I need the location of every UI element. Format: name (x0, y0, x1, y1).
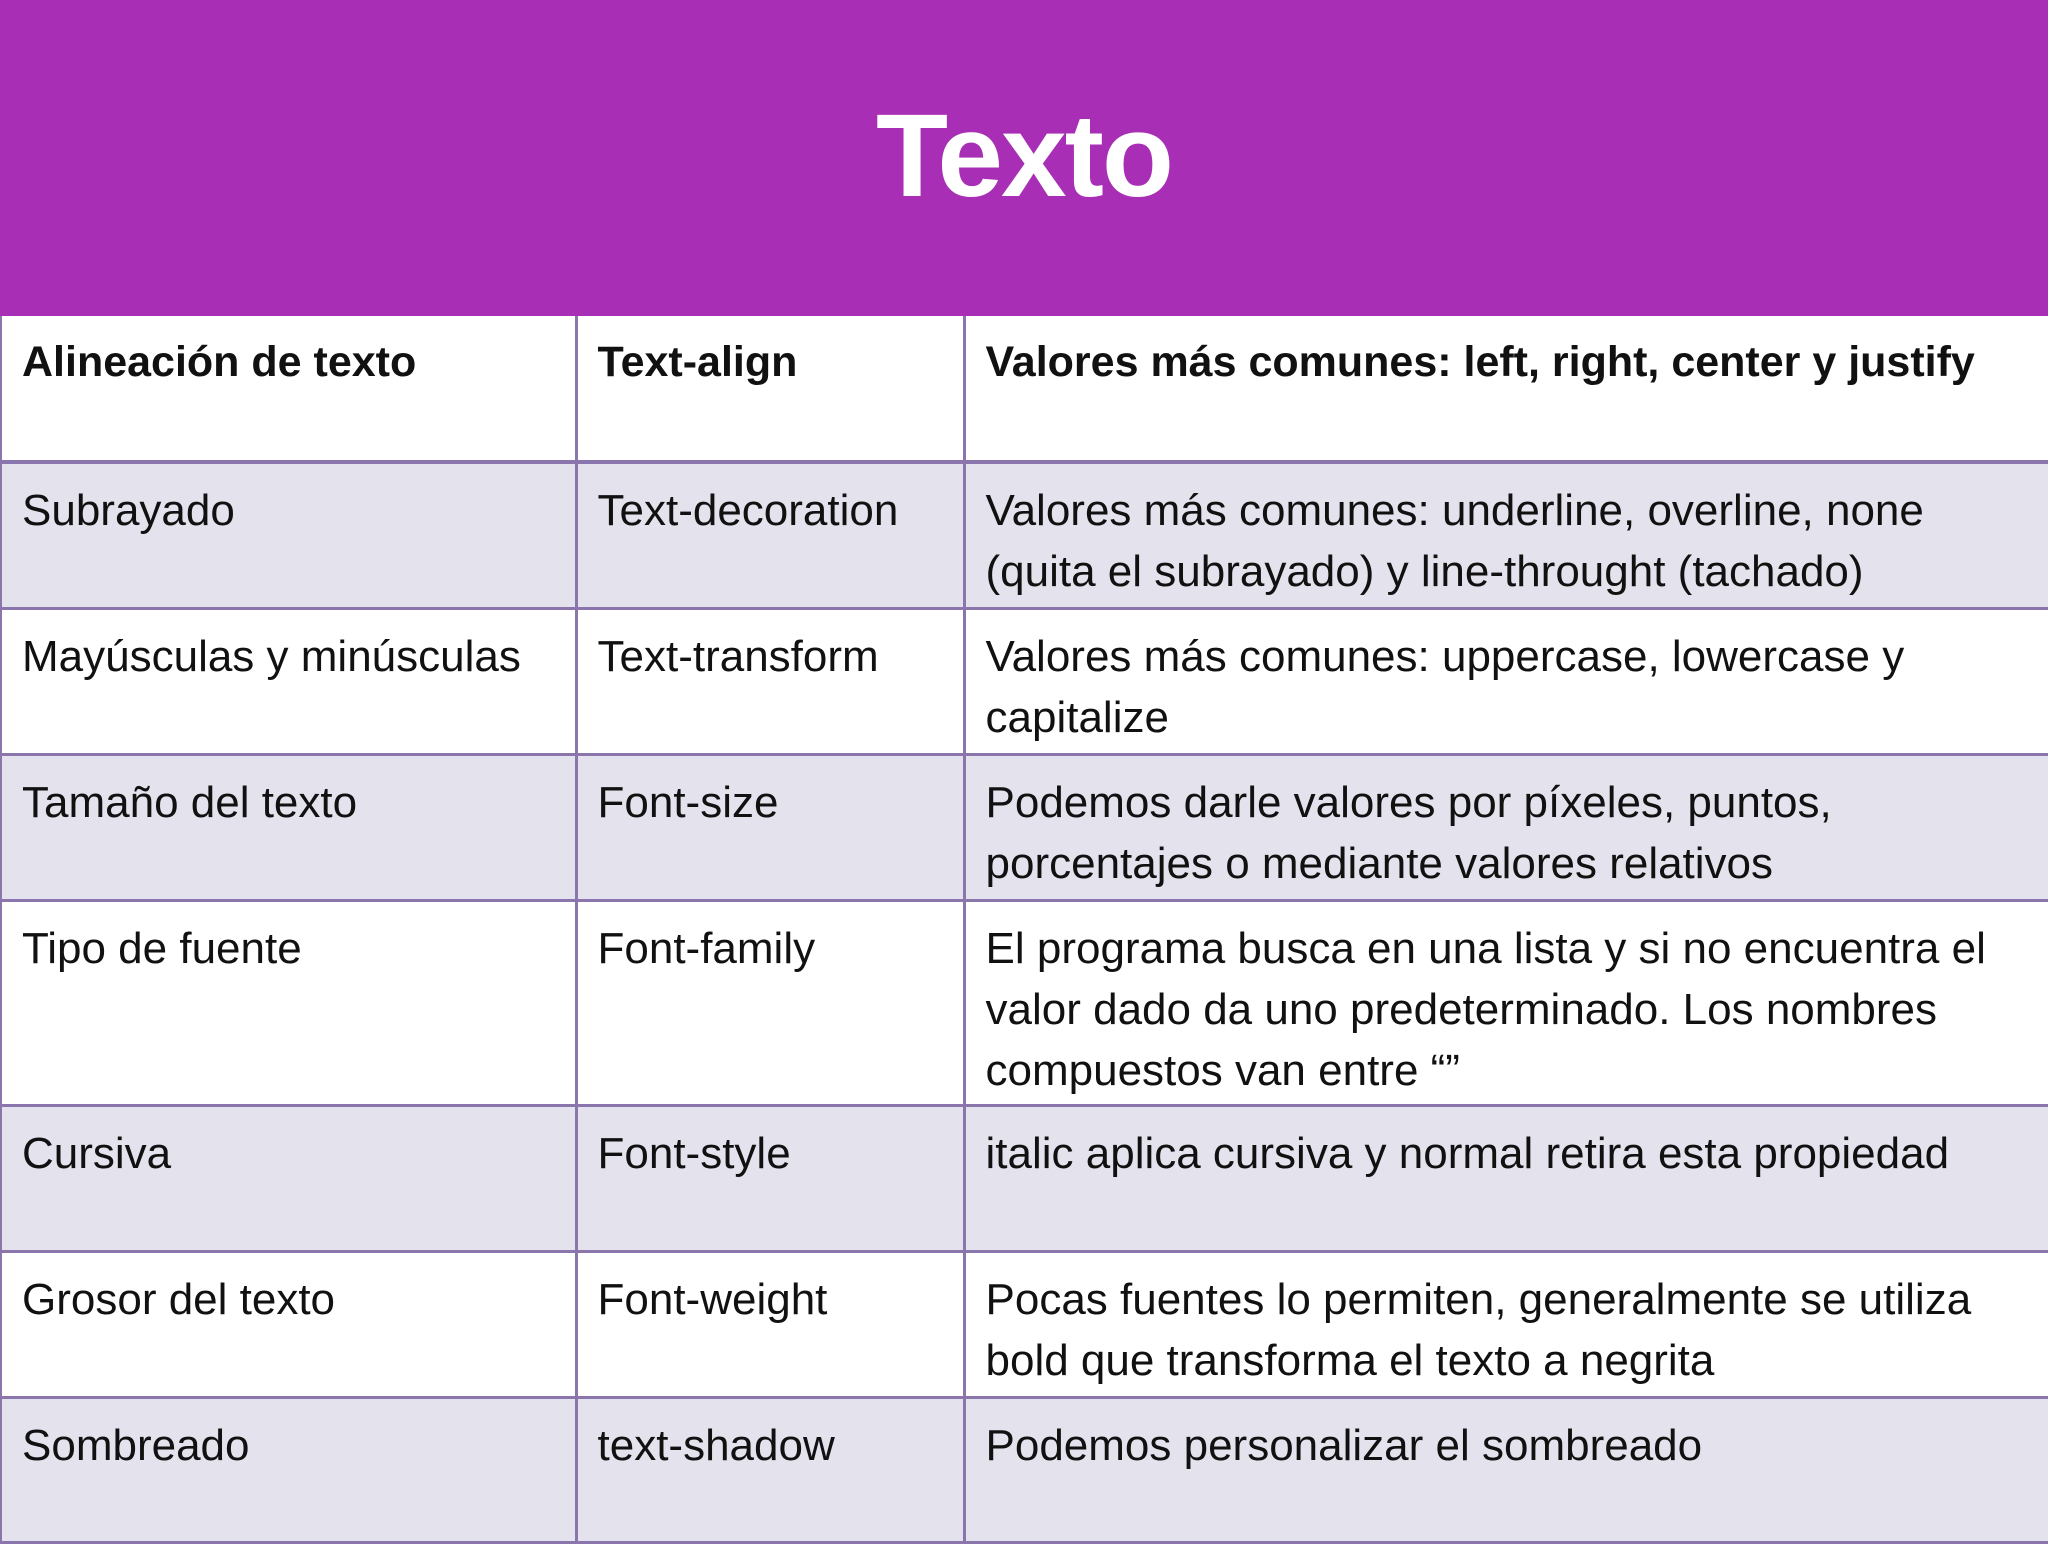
table-row (1, 1397, 2048, 1542)
title-banner (0, 0, 2048, 316)
description-cell: Valores más comunes: underline, overline, none (quita el subrayado) y line-throught (tachado) (964, 462, 2048, 608)
description-cell: Valores más comunes: uppercase, lowercase y capitalize (964, 608, 2048, 754)
header-description-cell: Valores más comunes: left, right, center y justify (964, 316, 2048, 462)
description-cell: Pocas fuentes lo permiten, generalmente se utiliza bold que transforma el texto a negrita (964, 1251, 2048, 1397)
header-property-cell: Alineación de texto (1, 316, 576, 462)
description-cell: Podemos darle valores por píxeles, puntos, porcentajes o mediante valores relativos (964, 754, 2048, 900)
property-cell: Sombreado (1, 1397, 576, 1542)
property-cell: Grosor del texto (1, 1251, 576, 1397)
property-cell: Mayúsculas y minúsculas (1, 608, 576, 754)
property-cell: Subrayado (1, 462, 576, 608)
header-css-cell: Text-align (576, 316, 964, 462)
css-property-cell: Font-family (576, 900, 964, 1105)
property-cell: Cursiva (1, 1105, 576, 1251)
css-property-cell: Text-decoration (576, 462, 964, 608)
css-property-cell: text-shadow (576, 1397, 964, 1542)
css-property-cell: Text-transform (576, 608, 964, 754)
table-row (1, 900, 2048, 1105)
text-properties-table (0, 316, 2048, 1544)
table-row (1, 754, 2048, 900)
slide-title: Texto (876, 90, 1172, 222)
table-row (1, 462, 2048, 608)
property-cell: Tipo de fuente (1, 900, 576, 1105)
css-property-cell: Font-weight (576, 1251, 964, 1397)
table-row (1, 1251, 2048, 1397)
description-cell: italic aplica cursiva y normal retira esta propiedad (964, 1105, 2048, 1251)
css-property-cell: Font-size (576, 754, 964, 900)
table-row (1, 1105, 2048, 1251)
table-row (1, 608, 2048, 754)
description-cell: El programa busca en una lista y si no encuentra el valor dado da uno predeterminado. Los nombres compuestos van entre “” (964, 900, 2048, 1105)
description-cell: Podemos personalizar el sombreado (964, 1397, 2048, 1542)
css-property-cell: Font-style (576, 1105, 964, 1251)
property-cell: Tamaño del texto (1, 754, 576, 900)
table-header-row (1, 316, 2048, 462)
